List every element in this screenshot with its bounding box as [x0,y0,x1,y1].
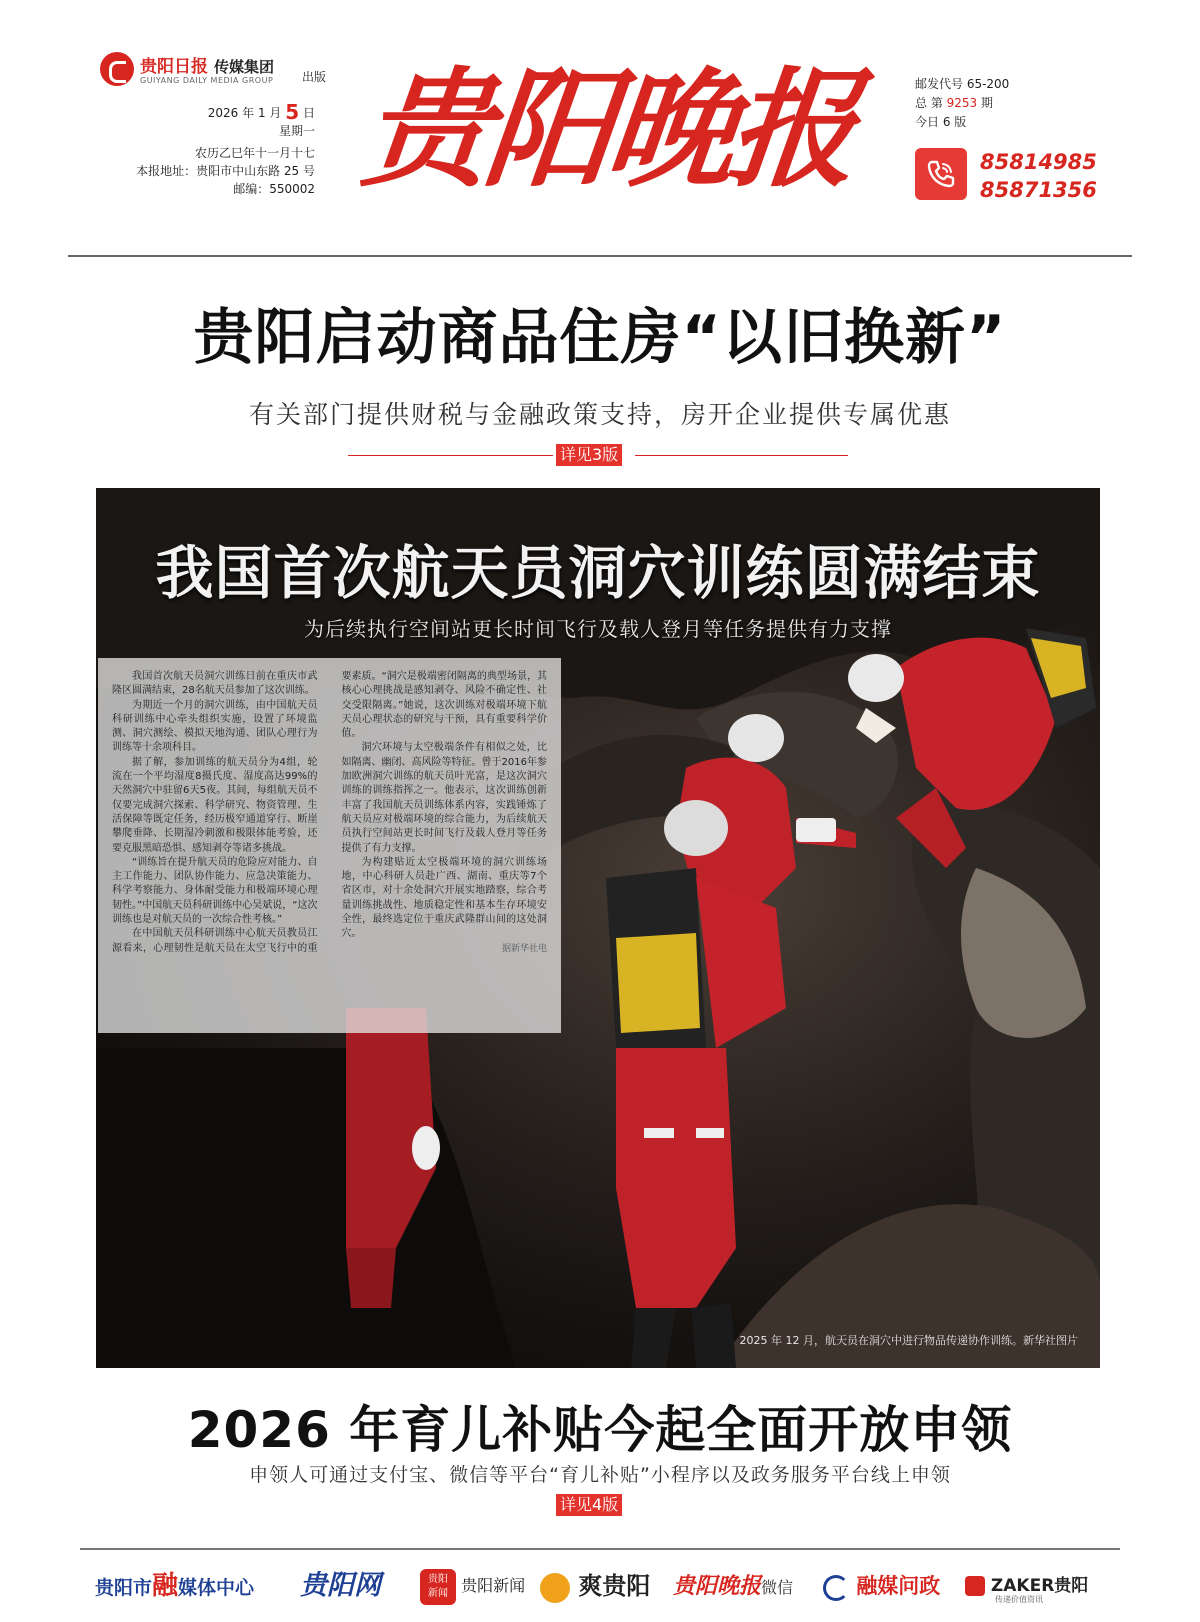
partner-shuang-guiyang[interactable]: 爽贵阳 [540,1564,650,1608]
second-headline[interactable]: 2026 年育儿补贴今起全面开放申领 [187,1401,1013,1459]
article-paragraph: 我国首次航天员洞穴训练日前在重庆市武隆区圆满结束，28名航天员参加了这次训练。 [112,671,318,697]
guiyang-news-app-icon: 贵阳 新闻 [420,1569,456,1605]
issue-info-right [915,75,1009,132]
phone-icon [915,148,967,200]
partner-rongmei-wenzheng[interactable]: 融媒问政 [823,1564,940,1608]
hotline-1: 85814985 [980,150,1097,174]
issue-number: 总 第 9253 期 [915,96,994,110]
office-address: 本报地址：贵阳市中山东路 25 号 [136,164,315,178]
hotline-2: 85871356 [980,178,1097,202]
issue-day: 5 [285,100,300,124]
article-paragraph: “训练旨在提升航天员的危险应对能力、自主工作能力、团队协作能力、应急决策能力、科学考察能力、身体耐受能力和极端环境心理韧性。”中国航天员科研训练中心吴斌说，“这次训练也是对航天员的一次综合性考核。” [112,856,318,926]
lead-headline[interactable]: 贵阳启动商品住房“以旧换新” [193,303,1007,373]
partner-guiyang-news[interactable]: 贵阳 新闻 贵阳新闻 [420,1564,525,1608]
article-paragraph: 据了解，参加训练的航天员分为4组，轮流在一个平均湿度8摄氏度、湿度高达99%的天然洞穴中驻留6天5夜。其间，每组航天员不仅要完成洞穴探索、科学研究、物资管理、生活保障等既定任务，经历极窄通道穿行、断崖攀爬垂降、长期湿冷刺激和极限体能考验，还要克服黑暗恐惧、感知剥夺等诸多挑战。 [112,756,318,854]
pages-today: 今日 6 版 [915,115,967,129]
postal-distribution-code: 邮发代号 65-200 [915,77,1010,91]
publish-label: 出版 [302,70,327,84]
second-see-page-tag[interactable]: 详见4版 [556,1494,622,1516]
footer-divider [80,1548,1120,1550]
photo-story-headline[interactable]: 我国首次航天员洞穴训练圆满结束 [155,539,1041,607]
issue-date: 2026 年 1 月 5 日 [207,100,315,124]
group-name-suffix: 传媒集团 [214,58,275,76]
partner-gywb-wechat[interactable]: 贵阳晚报微信 [673,1573,794,1599]
partner-logos-bar [95,1564,1115,1608]
group-name: 贵阳日报 [140,57,208,77]
partner-guiyang-net[interactable]: 贵阳网 [300,1570,381,1601]
article-paragraph: 为构建贴近太空极端环境的洞穴训练场地，中心科研人员赴广西、湖南、重庆等7个省区市，对十余处洞穴开展实地踏察，综合考量训练挑战性、地质稳定性和基本生存环境安全性，最终选定位于重庆武隆群山间的这处洞穴。 [341,856,547,940]
photo-caption: 2025 年 12 月，航天员在洞穴中进行物品传递协作训练。新华社图片 [739,1334,1078,1347]
article-paragraph: 为期近一个月的洞穴训练，由中国航天员科研训练中心牵头组织实施，设置了环境监测、洞穴测绘、模拟天地沟通、团队心理行为训练等十余项科目。 [112,699,318,754]
photo-story-article [98,658,561,1033]
see-page-rule-left [348,455,553,456]
see-page-rule-right [635,455,848,456]
photo-story-subhead: 为后续执行空间站更长时间飞行及载人登月等任务提供有力支撑 [304,617,892,641]
article-paragraph: 洞穴环境与太空极端条件有相似之处，比如隔离、幽闭、高风险等特征。曾于2016年参加欧洲洞穴训练的航天员叶光富，是这次洞穴训练的训练指挥之一。他表示，这次训练创新丰富了我国航天员训练体系内容，实践锤炼了航天员应对极端环境的综合能力，为后续航天员执行空间站更长时间飞行及载人登月等任务提供了有力支撑。 [341,742,547,854]
issue-info-left [136,100,315,198]
cave-training-photo [96,488,1100,1368]
partner-rongmei-center[interactable]: 贵阳市融媒体中心 [95,1571,255,1601]
hotline-numbers [980,148,1097,204]
article-credit: 据新华社电 [501,943,547,954]
lunar-date: 农历乙巳年十一月十七 [194,146,315,160]
article-paragraph: 在中国航天员科研训练中心航天员教员江源看来，心理韧性是航天员在太空飞行中的重要素质。“洞穴是极端密闭隔离的典型场景，其核心心理挑战是感知剥夺、风险不确定性、社交受限隔离。”她说，这次训练对极端环境下航天员心理状态的研究与干预，具有重要科学价值。 [112,671,547,954]
masthead-divider [68,255,1132,257]
second-subhead: 申领人可通过支付宝、微信等平台“育儿补贴”小程序以及政务服务平台线上申领 [249,1464,951,1486]
lead-see-page-tag[interactable]: 详见3版 [556,444,622,466]
partner-zaker-guiyang[interactable]: ZAKER贵阳 传递价值资讯 [965,1564,1088,1608]
group-name-en: GUIYANG DAILY MEDIA GROUP [140,76,274,85]
weekday: 星期一 [278,124,315,138]
zaker-tagline: 传递价值资讯 [995,1595,1043,1604]
postcode: 邮编：550002 [233,182,315,196]
newspaper-title: 贵阳晚报 [355,55,860,205]
sun-icon [540,1573,570,1603]
publisher-group-logo [100,50,335,92]
swirl-icon [823,1575,849,1601]
lead-subhead: 有关部门提供财税与金融政策支持，房开企业提供专属优惠 [248,400,951,429]
zaker-icon [965,1576,985,1596]
group-logo-icon [100,52,134,86]
